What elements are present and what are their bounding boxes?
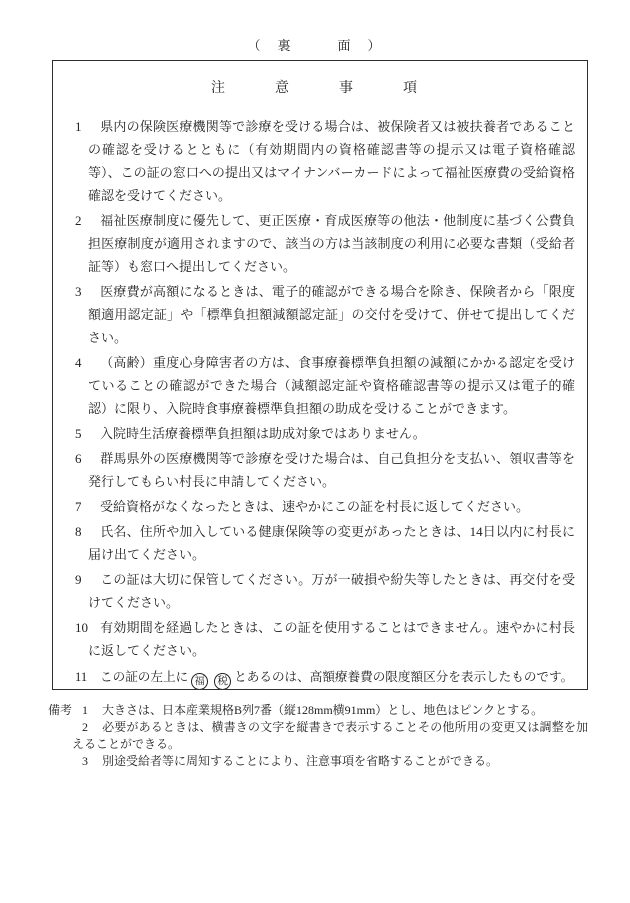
remark-number: 3: [82, 754, 88, 768]
item-number: 3: [75, 284, 82, 299]
remarks-list: [72, 702, 588, 770]
remark-item-3: [72, 753, 588, 770]
item-text: 県内の保険医療機関等で診療を受ける場合は、被保険者又は被扶養者であることの確認を受けるとともに（有効期間内の資格確認書等の提示又は電子資格確認等）、この証の窓口への提出又はマイナンバーカードによって福祉医療費の受給資格確認を受けてください。: [88, 119, 575, 203]
item-text: 有効期間を経過したときは、この証を使用することはできません。速やかに村長に返してください。: [88, 620, 575, 658]
notice-item-4: [53, 351, 575, 420]
item-number: 7: [75, 499, 82, 514]
remark-number: 1: [82, 703, 88, 717]
back-side-label: （ 裏 面 ）: [247, 38, 383, 53]
item-text: 入院時生活療養標準負担額は助成対象ではありません。: [100, 426, 426, 441]
notice-item-5: [53, 422, 575, 445]
circled-zei-icon: 税: [214, 673, 231, 690]
notice-item-10: [53, 616, 575, 662]
notice-item-8: [53, 520, 575, 566]
notice-items: [53, 115, 575, 690]
remark-text: 大きさは、日本産業規格B列7番（縦128mm横91mm）とし、地色はピンクとする。: [102, 703, 544, 717]
item-number: 1: [75, 119, 82, 134]
remark-text: 別途受給者等に周知することにより、注意事項を省略することができる。: [102, 754, 499, 768]
remark-item-2: [72, 719, 588, 753]
remark-text: 必要があるときは、横書きの文字を縦書きで表示することその他所用の変更又は調整を加えることができる。: [72, 720, 588, 751]
item-number: 2: [75, 213, 82, 228]
item-number: 9: [75, 572, 82, 587]
notice-item-3: [53, 280, 575, 349]
notice-item-6: [53, 447, 575, 493]
remarks-label: 備考: [48, 703, 73, 717]
remarks-section: [0, 702, 630, 770]
notice-item-2: [53, 209, 575, 278]
notice-heading: 注意事項: [211, 81, 467, 96]
item-text: とあるのは、高額療養費の限度額区分を表示したものです。: [234, 670, 574, 684]
item-number: 5: [75, 426, 82, 441]
notice-item-7: [53, 495, 575, 518]
item-number: 6: [75, 451, 82, 466]
item-text: この証は大切に保管してください。万が一破損や紛失等したときは、再交付を受けてください。: [88, 572, 575, 610]
item-number: 10: [75, 620, 88, 635]
item-text: 福祉医療制度に優先して、更正医療・育成医療等の他法・他制度に基づく公費負担医療制度が適用されますので、該当の方は当該制度の利用に必要な書類（受給者証等）も窓口へ提出してください。: [88, 213, 575, 274]
notice-item-11: [53, 666, 575, 690]
item-text: 医療費が高額になるときは、電子的確認ができる場合を除き、保険者から「限度額適用認定証」や「標準負担額減額認定証」の交付を受けて、併せて提出してください。: [88, 284, 575, 345]
item-text: （高齢）重度心身障害者の方は、食事療養標準負担額の減額にかかる認定を受けていることの確認ができた場合（減額認定証や資格確認書等の提示又は電子的確認）に限り、入院時食事療養標準負担額の助成を受けることができます。: [88, 355, 575, 416]
item-text: 氏名、住所や加入している健康保険等の変更があったときは、14日以内に村長に届け出てください。: [88, 524, 575, 562]
notice-box: [52, 60, 588, 690]
item-number: 8: [75, 524, 82, 539]
remark-number: 2: [82, 720, 88, 734]
notice-item-1: [53, 115, 575, 207]
notice-item-9: [53, 568, 575, 614]
item-text: 受給資格がなくなったときは、速やかにこの証を村長に返してください。: [100, 499, 530, 514]
item-text: 群馬県外の医療機関等で診療を受けた場合は、自己負担分を支払い、領収書等を発行してもらい村長に申請してください。: [88, 451, 575, 489]
remark-item-1: [72, 702, 588, 719]
circled-fuku-icon: 福: [191, 673, 208, 690]
item-number: 11: [75, 670, 88, 684]
item-number: 4: [75, 355, 82, 370]
item-text: この証の左上に: [100, 670, 189, 684]
